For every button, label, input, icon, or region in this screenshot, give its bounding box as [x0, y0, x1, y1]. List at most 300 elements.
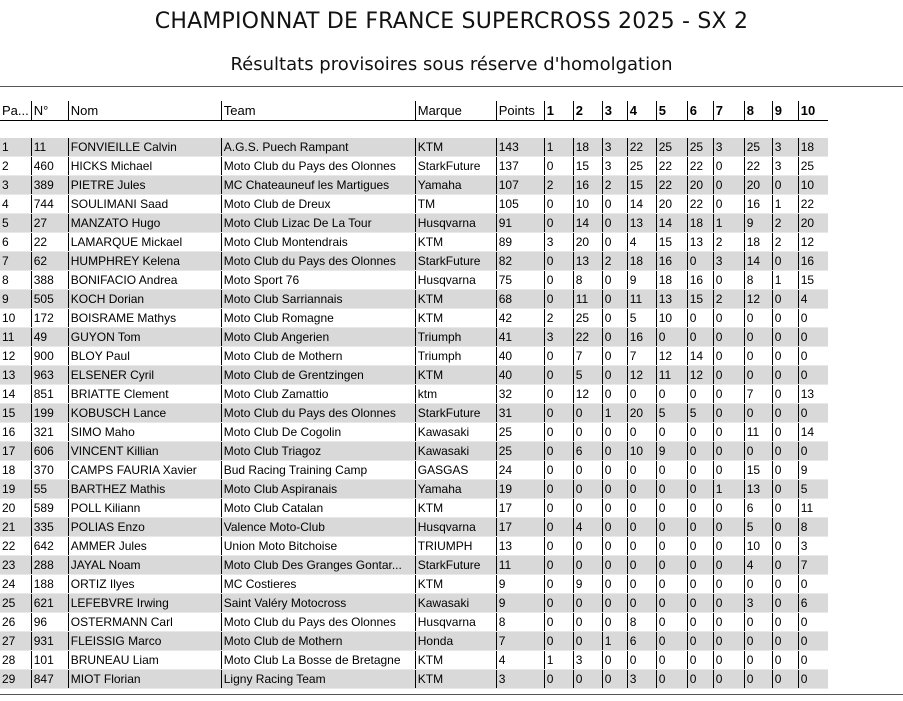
cell-r4: 0 [627, 461, 656, 480]
table-bottom-rule [0, 694, 903, 695]
cell-team: Moto Club Triagoz [221, 442, 415, 461]
cell-r3: 3 [602, 157, 627, 176]
cell-r1: 0 [544, 195, 573, 214]
cell-name: POLIAS Enzo [68, 518, 221, 537]
cell-brand: TM [415, 195, 496, 214]
cell-position: 29 [0, 670, 31, 689]
cell-r7: 3 [713, 252, 744, 271]
cell-r1: 0 [544, 385, 573, 404]
cell-team: Moto Club Des Granges Gontar... [221, 556, 415, 575]
cell-team: MC Costieres [221, 575, 415, 594]
cell-brand: Husqvarna [415, 271, 496, 290]
cell-r9: 0 [772, 366, 798, 385]
cell-r6: 15 [687, 290, 713, 309]
cell-r3: 1 [602, 404, 627, 423]
cell-r10: 10 [798, 176, 828, 195]
table-row [0, 290, 828, 309]
cell-r7: 0 [713, 309, 744, 328]
header-spacer [0, 121, 828, 139]
table-row [0, 176, 828, 195]
cell-r6: 0 [687, 252, 713, 271]
cell-r5: 14 [656, 214, 687, 233]
cell-r4: 5 [627, 309, 656, 328]
cell-r3: 1 [602, 632, 627, 651]
cell-r10: 25 [798, 157, 828, 176]
page-title: CHAMPIONNAT DE FRANCE SUPERCROSS 2025 - SX 2 [154, 9, 749, 34]
cell-r5: 0 [656, 499, 687, 518]
cell-r2: 15 [573, 157, 602, 176]
cell-points: 40 [496, 366, 544, 385]
cell-number: 321 [31, 423, 68, 442]
cell-r5: 0 [656, 461, 687, 480]
table-row [0, 214, 828, 233]
cell-number: 27 [31, 214, 68, 233]
table-row [0, 575, 828, 594]
cell-r7: 0 [713, 423, 744, 442]
cell-number: 199 [31, 404, 68, 423]
table-body [0, 121, 828, 689]
cell-r4: 0 [627, 385, 656, 404]
cell-r6: 0 [687, 670, 713, 689]
header-r4: 4 [627, 101, 656, 121]
cell-brand: Yamaha [415, 480, 496, 499]
cell-name: VINCENT Killian [68, 442, 221, 461]
cell-team: Moto Club de Dreux [221, 195, 415, 214]
cell-r9: 0 [772, 252, 798, 271]
cell-points: 24 [496, 461, 544, 480]
cell-r7: 0 [713, 347, 744, 366]
cell-r7: 0 [713, 328, 744, 347]
cell-r3: 0 [602, 366, 627, 385]
cell-points: 75 [496, 271, 544, 290]
cell-r4: 0 [627, 556, 656, 575]
cell-position: 12 [0, 347, 31, 366]
cell-points: 17 [496, 518, 544, 537]
cell-name: BLOY Paul [68, 347, 221, 366]
header-brand: Marque [415, 101, 496, 121]
cell-r4: 3 [627, 670, 656, 689]
cell-r1: 1 [544, 651, 573, 670]
cell-r4: 0 [627, 537, 656, 556]
cell-name: KOCH Dorian [68, 290, 221, 309]
cell-r2: 5 [573, 366, 602, 385]
cell-r6: 5 [687, 404, 713, 423]
cell-number: 931 [31, 632, 68, 651]
cell-r4: 12 [627, 366, 656, 385]
cell-r8: 18 [744, 233, 772, 252]
cell-points: 105 [496, 195, 544, 214]
cell-r6: 22 [687, 195, 713, 214]
cell-r10: 3 [798, 537, 828, 556]
cell-position: 10 [0, 309, 31, 328]
cell-number: 389 [31, 176, 68, 195]
header-r6: 6 [687, 101, 713, 121]
cell-r10: 13 [798, 385, 828, 404]
cell-number: 49 [31, 328, 68, 347]
cell-name: CAMPS FAURIA Xavier [68, 461, 221, 480]
cell-brand: StarkFuture [415, 404, 496, 423]
cell-r6: 0 [687, 594, 713, 613]
cell-points: 19 [496, 480, 544, 499]
cell-r6: 20 [687, 176, 713, 195]
cell-r7: 0 [713, 651, 744, 670]
cell-r7: 0 [713, 385, 744, 404]
cell-r1: 0 [544, 461, 573, 480]
cell-brand: Husqvarna [415, 613, 496, 632]
cell-r2: 0 [573, 632, 602, 651]
cell-r2: 14 [573, 214, 602, 233]
cell-r9: 0 [772, 404, 798, 423]
cell-r7: 0 [713, 404, 744, 423]
cell-r10: 11 [798, 499, 828, 518]
cell-r9: 2 [772, 233, 798, 252]
cell-r5: 9 [656, 442, 687, 461]
header-r8: 8 [744, 101, 772, 121]
cell-r3: 0 [602, 271, 627, 290]
cell-r2: 20 [573, 233, 602, 252]
cell-r4: 16 [627, 328, 656, 347]
cell-brand: GASGAS [415, 461, 496, 480]
cell-r5: 18 [656, 271, 687, 290]
cell-r6: 0 [687, 385, 713, 404]
cell-r3: 0 [602, 233, 627, 252]
cell-r4: 13 [627, 214, 656, 233]
cell-number: 621 [31, 594, 68, 613]
cell-r8: 0 [744, 309, 772, 328]
cell-r8: 0 [744, 613, 772, 632]
cell-r6: 0 [687, 480, 713, 499]
cell-r10: 0 [798, 442, 828, 461]
cell-team: Bud Racing Training Camp [221, 461, 415, 480]
cell-name: JAYAL Noam [68, 556, 221, 575]
header-points: Points [496, 101, 544, 121]
cell-position: 7 [0, 252, 31, 271]
cell-brand: Kawasaki [415, 594, 496, 613]
cell-position: 20 [0, 499, 31, 518]
cell-team: Moto Club De Cogolin [221, 423, 415, 442]
cell-r5: 13 [656, 290, 687, 309]
cell-r5: 5 [656, 404, 687, 423]
cell-r2: 13 [573, 252, 602, 271]
header-r10: 10 [798, 101, 828, 121]
cell-r5: 0 [656, 480, 687, 499]
cell-number: 288 [31, 556, 68, 575]
cell-position: 21 [0, 518, 31, 537]
cell-name: BRUNEAU Liam [68, 651, 221, 670]
cell-points: 9 [496, 575, 544, 594]
cell-r10: 0 [798, 670, 828, 689]
cell-points: 91 [496, 214, 544, 233]
cell-name: HUMPHREY Kelena [68, 252, 221, 271]
cell-r1: 0 [544, 613, 573, 632]
cell-points: 137 [496, 157, 544, 176]
cell-r10: 0 [798, 632, 828, 651]
cell-number: 172 [31, 309, 68, 328]
cell-r1: 0 [544, 157, 573, 176]
cell-name: POLL Kiliann [68, 499, 221, 518]
cell-r1: 0 [544, 499, 573, 518]
cell-r3: 0 [602, 347, 627, 366]
cell-r5: 15 [656, 233, 687, 252]
cell-brand: StarkFuture [415, 157, 496, 176]
cell-r1: 1 [544, 138, 573, 157]
cell-name: ELSENER Cyril [68, 366, 221, 385]
cell-r8: 0 [744, 575, 772, 594]
cell-r2: 0 [573, 461, 602, 480]
cell-r7: 0 [713, 518, 744, 537]
cell-r1: 0 [544, 518, 573, 537]
cell-r10: 7 [798, 556, 828, 575]
cell-r9: 0 [772, 347, 798, 366]
cell-team: Moto Club Zamattio [221, 385, 415, 404]
cell-r9: 0 [772, 670, 798, 689]
cell-name: BRIATTE Clement [68, 385, 221, 404]
cell-number: 101 [31, 651, 68, 670]
cell-r9: 0 [772, 632, 798, 651]
cell-position: 18 [0, 461, 31, 480]
cell-r10: 8 [798, 518, 828, 537]
cell-r6: 0 [687, 575, 713, 594]
table-row [0, 423, 828, 442]
results-table [0, 101, 828, 689]
cell-team: Moto Club du Pays des Olonnes [221, 404, 415, 423]
cell-team: Union Moto Bitchoise [221, 537, 415, 556]
cell-r10: 9 [798, 461, 828, 480]
cell-r3: 0 [602, 442, 627, 461]
cell-brand: KTM [415, 499, 496, 518]
cell-position: 27 [0, 632, 31, 651]
cell-r9: 0 [772, 290, 798, 309]
cell-r7: 3 [713, 138, 744, 157]
cell-r1: 2 [544, 176, 573, 195]
cell-position: 5 [0, 214, 31, 233]
header-r5: 5 [656, 101, 687, 121]
cell-r3: 0 [602, 499, 627, 518]
cell-position: 6 [0, 233, 31, 252]
cell-team: Moto Club de Mothern [221, 347, 415, 366]
cell-r4: 0 [627, 423, 656, 442]
cell-r8: 0 [744, 366, 772, 385]
header-divider [0, 86, 903, 87]
cell-r2: 18 [573, 138, 602, 157]
cell-points: 40 [496, 347, 544, 366]
cell-position: 9 [0, 290, 31, 309]
cell-r9: 0 [772, 575, 798, 594]
cell-brand: KTM [415, 290, 496, 309]
cell-points: 17 [496, 499, 544, 518]
cell-r5: 0 [656, 556, 687, 575]
cell-r6: 22 [687, 157, 713, 176]
cell-r3: 0 [602, 518, 627, 537]
cell-name: PIETRE Jules [68, 176, 221, 195]
cell-r6: 0 [687, 328, 713, 347]
cell-r1: 0 [544, 442, 573, 461]
cell-brand: KTM [415, 233, 496, 252]
cell-r9: 0 [772, 423, 798, 442]
cell-points: 42 [496, 309, 544, 328]
table-row [0, 366, 828, 385]
cell-number: 589 [31, 499, 68, 518]
cell-brand: Kawasaki [415, 423, 496, 442]
cell-number: 370 [31, 461, 68, 480]
cell-r9: 0 [772, 499, 798, 518]
table-row [0, 518, 828, 537]
cell-r9: 3 [772, 138, 798, 157]
cell-position: 13 [0, 366, 31, 385]
cell-name: SIMO Maho [68, 423, 221, 442]
cell-position: 22 [0, 537, 31, 556]
cell-r3: 0 [602, 613, 627, 632]
cell-r2: 0 [573, 537, 602, 556]
cell-r1: 0 [544, 271, 573, 290]
cell-r9: 0 [772, 480, 798, 499]
cell-position: 4 [0, 195, 31, 214]
cell-r10: 0 [798, 613, 828, 632]
cell-r7: 0 [713, 157, 744, 176]
cell-r3: 0 [602, 556, 627, 575]
cell-r2: 0 [573, 404, 602, 423]
cell-r4: 25 [627, 157, 656, 176]
cell-r4: 15 [627, 176, 656, 195]
cell-position: 8 [0, 271, 31, 290]
cell-r7: 0 [713, 442, 744, 461]
cell-r10: 0 [798, 309, 828, 328]
cell-r5: 0 [656, 613, 687, 632]
cell-r3: 0 [602, 385, 627, 404]
cell-r1: 0 [544, 252, 573, 271]
cell-r5: 22 [656, 157, 687, 176]
cell-r1: 0 [544, 290, 573, 309]
cell-r2: 25 [573, 309, 602, 328]
cell-r4: 6 [627, 632, 656, 651]
cell-name: AMMER Jules [68, 537, 221, 556]
cell-brand: Triumph [415, 328, 496, 347]
cell-r10: 22 [798, 195, 828, 214]
cell-r8: 16 [744, 195, 772, 214]
cell-r10: 14 [798, 423, 828, 442]
cell-r8: 11 [744, 423, 772, 442]
cell-r4: 0 [627, 499, 656, 518]
cell-position: 15 [0, 404, 31, 423]
cell-r10: 15 [798, 271, 828, 290]
cell-position: 23 [0, 556, 31, 575]
cell-points: 82 [496, 252, 544, 271]
cell-team: Saint Valéry Motocross [221, 594, 415, 613]
cell-r10: 0 [798, 404, 828, 423]
cell-points: 41 [496, 328, 544, 347]
cell-r1: 0 [544, 366, 573, 385]
cell-r4: 8 [627, 613, 656, 632]
cell-points: 25 [496, 423, 544, 442]
header-r7: 7 [713, 101, 744, 121]
cell-r6: 0 [687, 632, 713, 651]
cell-r2: 3 [573, 651, 602, 670]
cell-brand: KTM [415, 651, 496, 670]
cell-r1: 0 [544, 594, 573, 613]
cell-name: KOBUSCH Lance [68, 404, 221, 423]
cell-team: MC Chateauneuf les Martigues [221, 176, 415, 195]
cell-team: Ligny Racing Team [221, 670, 415, 689]
cell-r7: 0 [713, 556, 744, 575]
cell-r5: 10 [656, 309, 687, 328]
cell-r2: 0 [573, 613, 602, 632]
cell-number: 642 [31, 537, 68, 556]
cell-r1: 0 [544, 347, 573, 366]
cell-points: 31 [496, 404, 544, 423]
cell-team: Moto Club Montendrais [221, 233, 415, 252]
cell-r9: 0 [772, 613, 798, 632]
cell-brand: StarkFuture [415, 556, 496, 575]
cell-r9: 0 [772, 461, 798, 480]
cell-name: LAMARQUE Mickael [68, 233, 221, 252]
cell-name: OSTERMANN Carl [68, 613, 221, 632]
cell-r6: 0 [687, 556, 713, 575]
cell-r2: 11 [573, 290, 602, 309]
cell-points: 89 [496, 233, 544, 252]
cell-r7: 0 [713, 499, 744, 518]
cell-r1: 0 [544, 537, 573, 556]
cell-number: 900 [31, 347, 68, 366]
cell-r5: 0 [656, 670, 687, 689]
table-header-row [0, 101, 828, 121]
cell-r10: 18 [798, 138, 828, 157]
cell-r1: 3 [544, 233, 573, 252]
cell-r9: 0 [772, 309, 798, 328]
header-r3: 3 [602, 101, 627, 121]
cell-brand: Husqvarna [415, 518, 496, 537]
cell-r3: 0 [602, 575, 627, 594]
cell-number: 505 [31, 290, 68, 309]
cell-number: 606 [31, 442, 68, 461]
table-row [0, 233, 828, 252]
cell-r3: 3 [602, 138, 627, 157]
cell-r2: 10 [573, 195, 602, 214]
cell-points: 107 [496, 176, 544, 195]
cell-r4: 0 [627, 575, 656, 594]
cell-r3: 0 [602, 328, 627, 347]
cell-r9: 0 [772, 328, 798, 347]
cell-r9: 1 [772, 195, 798, 214]
cell-r7: 0 [713, 366, 744, 385]
cell-r6: 16 [687, 271, 713, 290]
cell-name: FONVIEILLE Calvin [68, 138, 221, 157]
cell-r7: 1 [713, 214, 744, 233]
table-row [0, 613, 828, 632]
cell-team: Moto Club de Grentzingen [221, 366, 415, 385]
cell-team: Moto Club Catalan [221, 499, 415, 518]
cell-r10: 4 [798, 290, 828, 309]
cell-points: 11 [496, 556, 544, 575]
cell-r7: 0 [713, 575, 744, 594]
cell-r7: 0 [713, 461, 744, 480]
cell-r1: 0 [544, 632, 573, 651]
cell-r7: 0 [713, 613, 744, 632]
cell-r1: 2 [544, 309, 573, 328]
cell-r2: 0 [573, 594, 602, 613]
cell-r8: 22 [744, 157, 772, 176]
cell-r6: 18 [687, 214, 713, 233]
cell-brand: Honda [415, 632, 496, 651]
cell-r6: 0 [687, 651, 713, 670]
cell-position: 11 [0, 328, 31, 347]
cell-number: 744 [31, 195, 68, 214]
header-number: N° [31, 101, 68, 121]
cell-r10: 0 [798, 347, 828, 366]
cell-r5: 0 [656, 423, 687, 442]
cell-r8: 8 [744, 271, 772, 290]
cell-r8: 0 [744, 347, 772, 366]
header-name: Nom [68, 101, 221, 121]
